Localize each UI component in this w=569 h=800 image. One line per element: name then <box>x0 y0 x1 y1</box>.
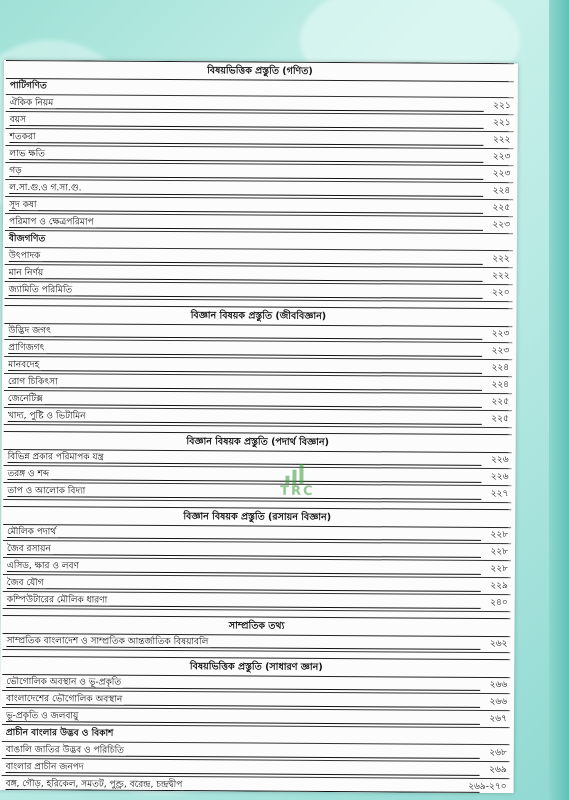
toc-entry-page: ২২৫ <box>491 413 509 425</box>
leader-line <box>9 176 483 180</box>
toc-entry[interactable] <box>3 592 511 612</box>
toc-entry-title: প্রাচীন বাংলার উদ্ভব ও বিকাশ <box>5 728 114 739</box>
toc-entry-title: ভৌগোলিক অবস্থান ও ভূ-প্রকৃতি <box>6 677 122 688</box>
toc-entry-title: কম্পিউটারের মৌলিক ধারণা <box>6 595 108 606</box>
toc-entry-title: জেনেটিক্স <box>7 394 43 405</box>
toc-entry-page: ২২৩ <box>491 345 510 357</box>
toc-entry-title: খাদ্য, পুষ্টি ও ভিটামিন <box>7 411 86 422</box>
toc-entry-page: ২৬৬ <box>489 696 508 708</box>
toc-entry-title: জৈব যৌগ <box>6 578 44 589</box>
section-heading: বিষয়ভিত্তিক প্রস্তুতি (গণিত) <box>6 60 514 82</box>
toc-entry-page: ২২৬ <box>490 454 509 466</box>
toc-entry-page: ২২১ <box>493 117 511 129</box>
toc-entry-page: ২২৪ <box>491 362 510 374</box>
leader-line <box>9 278 483 282</box>
leader-line <box>10 125 484 129</box>
toc-entry-page: ২২৮ <box>490 529 509 541</box>
toc-entry-page: ২২৫ <box>492 202 511 214</box>
leader-line <box>8 370 482 374</box>
toc-entry-title: মৌলিক পদার্থ <box>7 527 57 538</box>
toc-entry-title: জ্যামিতি পরিমিতি <box>8 285 73 296</box>
toc-entry-page: ২২৯ <box>490 580 508 592</box>
toc-entry-page: ২২৩ <box>492 168 511 180</box>
toc-entry-title: এসিড, ক্ষার ও লবণ <box>6 561 80 572</box>
toc-entry-title: প্রাণিজগৎ <box>8 343 45 354</box>
toc-entry-title: জৈব রসায়ন <box>6 544 51 555</box>
toc-entry[interactable] <box>3 483 511 503</box>
toc-entry[interactable] <box>4 408 512 428</box>
toc-entry-title: শতকরা <box>9 132 36 143</box>
leader-line <box>7 537 481 541</box>
toc-entry[interactable] <box>5 282 513 302</box>
toc-entry[interactable] <box>2 776 510 793</box>
leader-line <box>10 108 484 112</box>
toc-entry-page: ২২৮ <box>490 563 508 575</box>
toc-entry-title: তরঙ্গ ও শব্দ <box>7 469 50 480</box>
toc-entry-page: ২৬৯-২৭০ <box>468 781 507 793</box>
toc-entry-title: ভূ-প্রকৃতি ও জলবায়ু <box>5 711 79 722</box>
toc-entry-page: ২৬৮ <box>489 747 507 759</box>
toc-entry-title: বয়স <box>9 115 26 126</box>
leader-line <box>9 142 483 146</box>
toc-entry-page: ২২২ <box>492 270 510 282</box>
section-heading: বিজ্ঞান বিষয়ক প্রস্তুতি (জীববিজ্ঞান) <box>4 305 512 327</box>
section-heading: বিজ্ঞান বিষয়ক প্রস্তুতি (রসায়ন বিজ্ঞান) <box>3 506 511 528</box>
toc-entry-title: উৎপাদক <box>8 251 41 262</box>
leader-line <box>8 387 482 391</box>
toc-entry-page: ২২৩ <box>492 219 511 231</box>
toc-entry-title: রোগ চিকিৎসা <box>8 377 58 388</box>
toc-entry-page: ২২৬ <box>490 471 509 483</box>
toc-entry-title: ল.সা.গু.ও গ.সা.গু. <box>9 183 82 194</box>
toc-entry-title: পরিমাপ ও ক্ষেত্রপরিমাপ <box>8 217 94 228</box>
toc-entry-page: ২৬২ <box>489 638 508 650</box>
toc-entry-title: বিভিন্ন প্রকার পরিমাপক যন্ত্র <box>7 452 104 463</box>
toc-entry-title: মান নির্ণয় <box>8 268 44 279</box>
section-heading: বিষয়ভিত্তিক প্রস্তুতি (সাধারণ জ্ঞান) <box>2 656 510 678</box>
toc-entry-title: গড় <box>9 166 22 177</box>
toc-entry-page: ২২৫ <box>491 396 509 408</box>
toc-entry-page: ২২৩ <box>492 151 511 163</box>
section-heading: সাম্প্রতিক তথ্য <box>2 615 510 637</box>
leader-line <box>9 261 483 265</box>
toc-entry-page: ২২৮ <box>490 546 509 558</box>
toc-entry-page: ২২৩ <box>491 328 510 340</box>
toc-entry-title: সূদ কষা <box>9 200 37 211</box>
toc-entry-title: উদ্ভিদ জগৎ <box>8 326 51 337</box>
toc-entry-title: বীজগণিত <box>8 234 46 245</box>
toc-entry-title: তাপ ও আলোক বিদ্যা <box>7 486 86 497</box>
toc-entry-title: মানবদেহ <box>8 360 40 371</box>
toc-entry-title: বাংলাদেশের ভৌগোলিক অবস্থান <box>6 694 123 705</box>
toc-entry-page: ২৬৬ <box>489 679 508 691</box>
toc-entry-title: বাংলার প্রাচীন জনপদ <box>5 762 84 773</box>
toc-entry-title: বাঙালি জাতির উদ্ভব ও পরিচিতি <box>5 745 124 756</box>
toc-entry-page: ২২৪ <box>492 185 511 197</box>
watermark-bars-icon <box>285 464 309 484</box>
watermark-logo <box>269 464 325 504</box>
toc-entry-page: ২৪০ <box>490 597 508 609</box>
leader-line <box>8 353 482 357</box>
toc-entry-title: ঐকিক নিয়ম <box>9 98 54 109</box>
toc-entry-title: লাভ ক্ষতি <box>9 149 45 160</box>
toc-entry-title: পাটিগণিত <box>9 81 47 92</box>
leader-line <box>8 404 482 408</box>
toc-page <box>0 60 518 793</box>
toc-entry-page: ২২২ <box>492 134 511 146</box>
toc-entry-page: ২৬৯ <box>489 764 507 776</box>
toc-entry-page: ২২০ <box>491 287 510 299</box>
toc-entry-page: ২২৪ <box>491 379 510 391</box>
leader-line <box>9 159 483 163</box>
leader-line <box>9 295 483 299</box>
leader-line <box>7 554 481 558</box>
toc-entry-page: ২২২ <box>492 253 510 265</box>
background-edge <box>549 0 569 800</box>
section-heading: বিজ্ঞান বিষয়ক প্রস্তুতি (পদার্থ বিজ্ঞান) <box>4 431 512 453</box>
leader-line <box>7 479 481 483</box>
toc-entry-page: ২২৭ <box>490 488 509 500</box>
toc-entry-page: ২৬৭ <box>489 713 508 725</box>
toc-entry-page: ২২১ <box>493 100 511 112</box>
toc-entry[interactable] <box>2 633 510 653</box>
watermark-text: TRC <box>280 483 315 499</box>
leader-line <box>8 336 482 340</box>
toc-entry-title: সাম্প্রতিক বাংলাদেশ ও সাম্প্রতিক আন্তর্জাতিক বিষয়াবলি <box>6 636 209 648</box>
leader-line <box>7 588 481 592</box>
toc-entry-title: বঙ্গ, গৌড়, হরিকেল, সমতট, পুণ্ড্র, বরেন্দ্র, চন্দ্রদ্বীপ <box>5 779 183 791</box>
leader-line <box>9 210 483 214</box>
